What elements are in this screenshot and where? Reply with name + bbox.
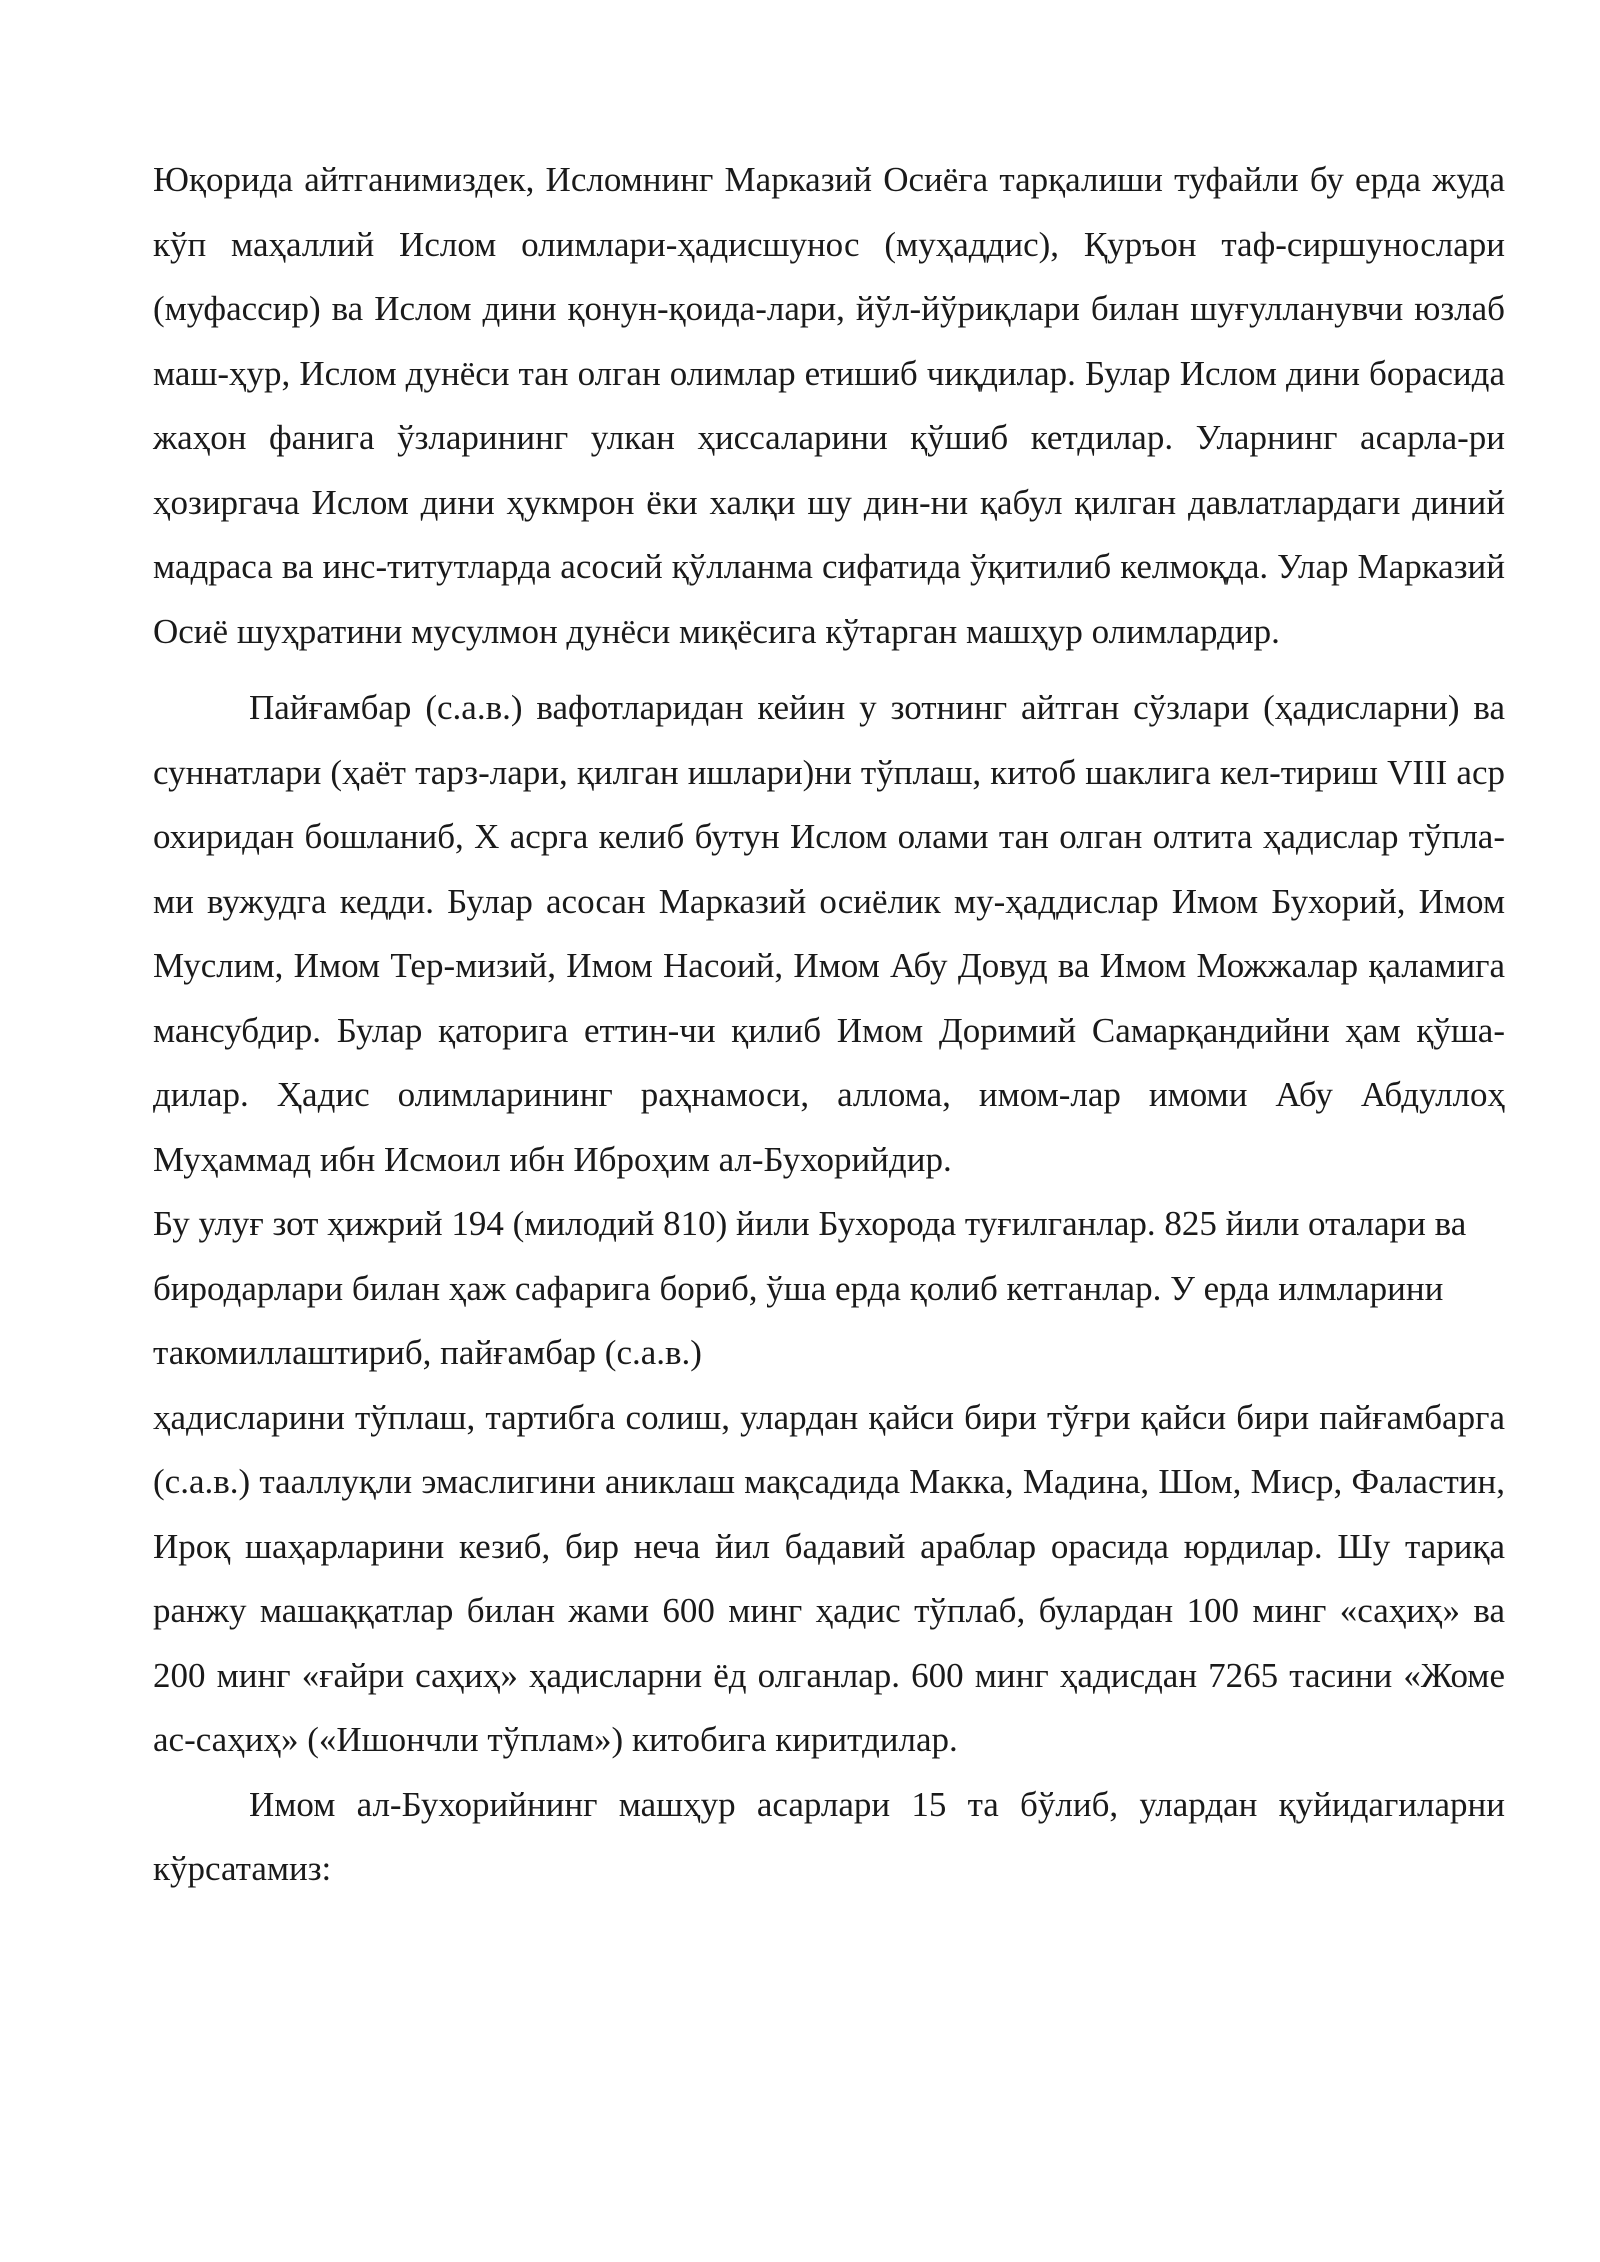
document-body [153,148,1505,1902]
paragraph-works-intro: Имом ал-Бухорийнинг машҳур асарлари 15 та бўлиб, улардан қуйидагиларни кўрсатамиз: [153,1784,1505,1888]
paragraph-hadith-gathering: ҳадисларини тўплаш, тартибга солиш, улардан қайси бири тўғри қайси бири пайғамбарга (с.а.в.) тааллуқли эмаслигини аниклаш мақсадида Макка, Мадина, Шом, Миср, Фаластин, Ироқ шаҳарларини кезиб, бир неча йил бадавий араблар орасида юрдилар. Шу тариқа ранжу машаққатлар билан жами 600 минг ҳадис тўплаб, булардан 100 минг «саҳиҳ» ва 200 минг «ғайри саҳиҳ» ҳадисларни ёд олганлар. 600 минг ҳадисдан 7265 тасини «Жоме ас-саҳиҳ» («Ишончли тўплам») китобига киритдилар. [153,1397,1505,1759]
paragraph-hadith-collections: Пайғамбар (с.а.в.) вафотларидан кейин у зотнинг айтган сўзлари (ҳадисларни) ва суннатлари (ҳаёт тарз-лари, қилган ишлари)ни тўплаш, китоб шаклига кел-тириш VIII аср охиридан бошланиб, X асрга келиб бутун Ислом олами тан олган олтита ҳадислар тўпла-ми вужудга кедди. Булар асосан Марказий осиёлик му-ҳаддислар Имом Бухорий, Имом Муслим, Имом Тер-мизий, Имом Насоий, Имом Абу Довуд ва Имом Можжалар қаламига мансубдир. Булар қаторига еттин-чи қилиб Имом Доримий Самарқандийни ҳам қўша-дилар. Ҳадис олимларининг раҳнамоси, аллома, имом-лар имоми Абу Абдуллоҳ Муҳаммад ибн Исмоил ибн Иброҳим ал-Бухорийдир. [153,688,1505,1179]
paragraph-bukhari-birth: Бу улуғ зот ҳижрий 194 (милодий 810) йили Бухорода туғилганлар. 825 йили оталари ва биродарлари билан ҳаж сафарига бориб, ўша ерда қолиб кетганлар. У ерда илмларини такомиллаштириб, пайғамбар (с.а.в.) [153,1204,1467,1372]
paragraph-intro: Юқорида айтганимиздек, Исломнинг Марказий Осиёга тарқалиши туфайли бу ерда жуда кўп маҳаллий Ислом олимлари-ҳадисшунос (муҳаддис), Қуръон таф-сиршунослари (муфассир) ва Ислом дини қонун-қоида-лари, йўл-йўриқлари билан шуғулланувчи юзлаб маш-ҳур, Ислом дунёси тан олган олимлар етишиб чиқдилар. Булар Ислом дини борасида жаҳон фанига ўзларининг улкан ҳиссаларини қўшиб кетдилар. Уларнинг асарла-ри ҳозиргача Ислом дини ҳукмрон ёки халқи шу дин-ни қабул қилган давлатлардаги диний мадраса ва инс-титутларда асосий қўлланма сифатида ўқитилиб келмоқда. Улар Марказий Осиё шуҳратини мусулмон дунёси миқёсига кўтарган машҳур олимлардир. [153,160,1505,651]
